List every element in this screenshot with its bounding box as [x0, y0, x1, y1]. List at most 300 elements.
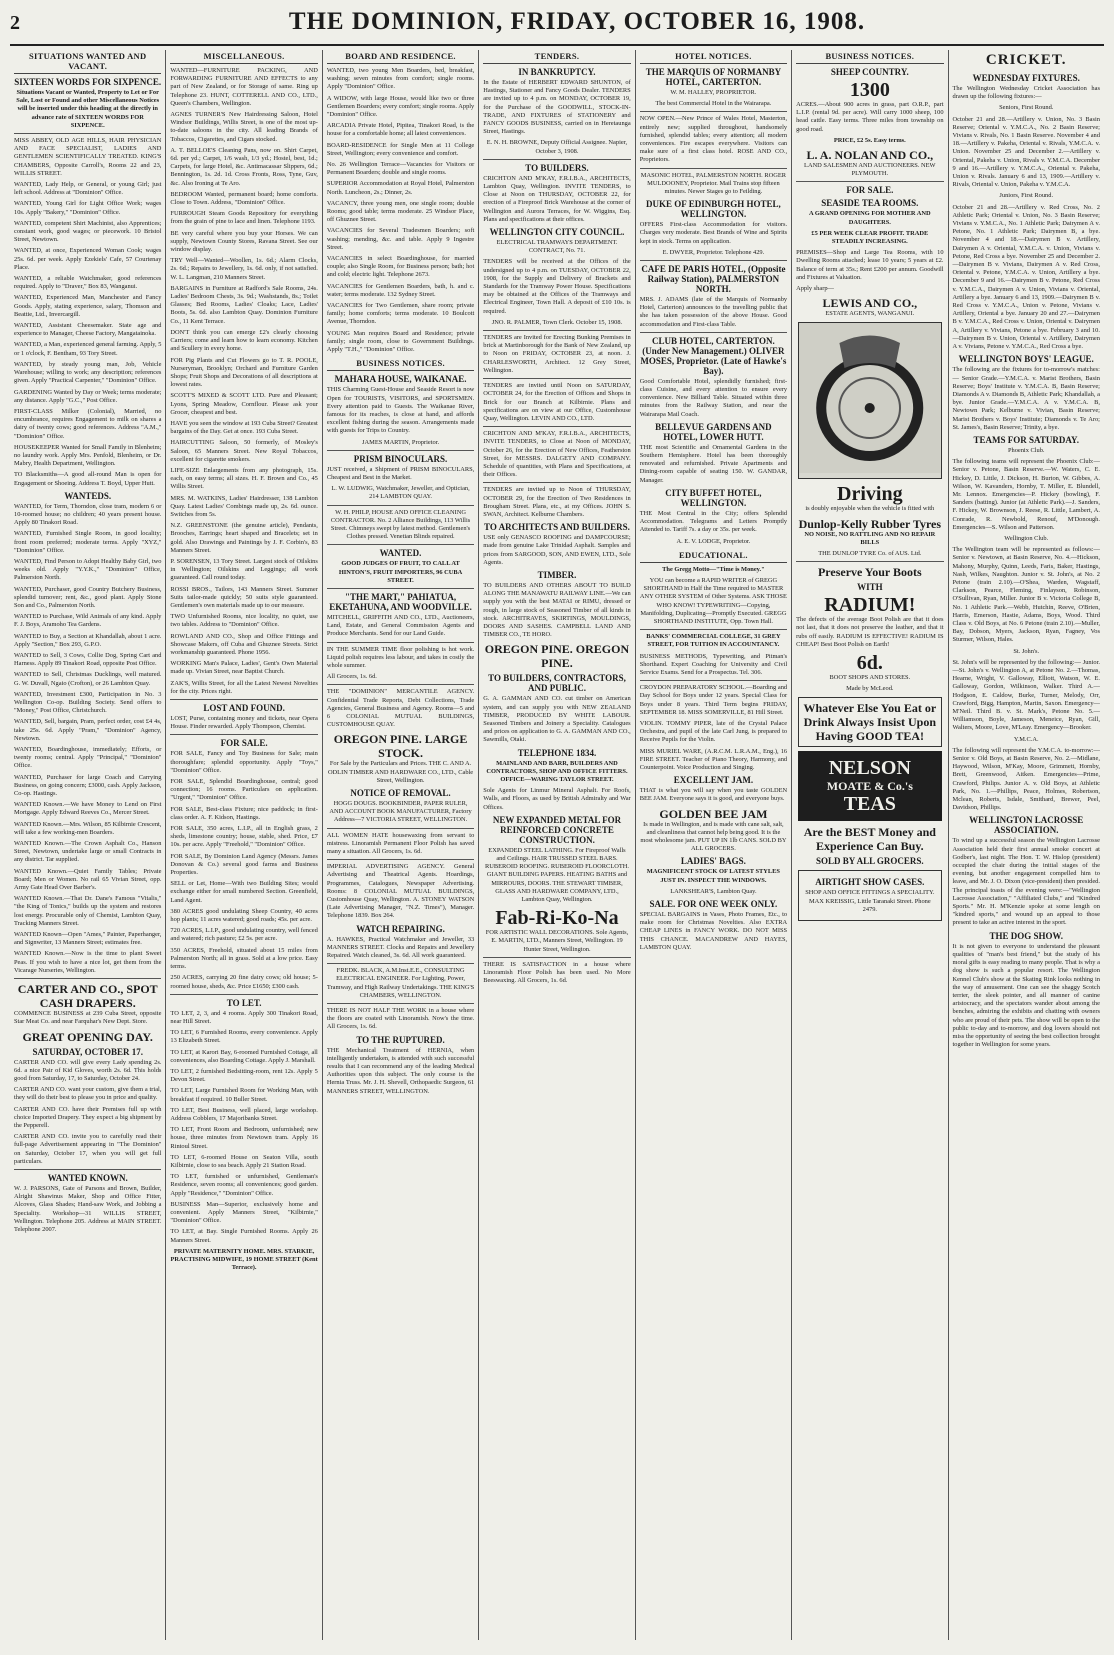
- classified-ad: THE most Scientific and Ornamental Gardens in the Southern Hemisphere. Hotel has been thoroughly renovated and refurnished. Private Apartments and Dining-room capable of seating 150. W. GANDAR, Manager.: [639, 443, 788, 484]
- classified-ad: For Sale by the Particulars and Prices. THE C. AND A. ODLIN TIMBER AND HARDWARE CO., LTD., Cable Street, Wellington.: [327, 760, 474, 784]
- article-paragraph: St. John's will be represented by the following:— Junior.—St. John's v. Wellington A, at Petone No. 2.—Thomas, Hearne, Wright, V. Galloway, Elliott, Watson, W. E. Galloway, Gordon, Wilkinson, Walker. Third A.—Hodgson, E. Caldow, Burke, Turner, Melody, Orr, Crawford, Bigg, Hampton, Martin, Saxon. Emergency—M'Neil. Third B. v. St. Mark's, Petone No. 5.—Williamson, Boyle, Jameson, Meneice, Ryan, Gill, Walters, Moore, Love, M'Leay. Emergency—Brooker.: [952, 658, 1100, 732]
- classified-ad: CRICHTON AND M'KAY, F.R.I.B.A., ARCHITECTS, INVITE TENDERS, to Close at Noon of MONDAY, October 26, for the Erection of New Offices, Featherston Street, for MESSRS. DALGETY AND COMPANY. Schedule of quantities, with Plans and Specifications, at their Offices.: [483, 430, 631, 479]
- classified-ad: The Gregg Motto—"Time is Money.": [662, 565, 765, 573]
- classified-ad: A WIDOW, with large House, would like two or three Gentlemen Boarders; every comfort; single rooms. Apply "Dominion" Office.: [326, 94, 475, 119]
- classified-ad: THERE IS SATISFACTION in a house where Linoramish Floor Polish has been used. No More Beeswaxing. All Grocers, 1s. 6d.: [483, 960, 631, 985]
- display-ad-heading: Driving: [837, 483, 903, 506]
- ad-heading: WITH: [857, 582, 883, 593]
- display-ad-heading: OREGON PINE. OREGON PINE.: [484, 642, 630, 671]
- classified-ad: GARDENING Wanted by Day or Week; terms moderate; any distance. Apply "G.C.," Post Office.: [14, 388, 162, 404]
- section-subheading: FOR SALE.: [220, 738, 268, 749]
- article-subheading: Seniors, First Round.: [999, 104, 1054, 112]
- divider: [327, 450, 474, 451]
- classified-ad: £5 PER WEEK CLEAR PROFIT. TRADE STEADILY INCREASING.: [811, 229, 929, 246]
- divider: [640, 680, 787, 681]
- classified-ad: LIFE-SIZE Enlargements from any photograph, 15s. each, on easy terms; all sizes. H. F. Brown and Co., 45 Willis Street.: [170, 466, 318, 491]
- classified-ad: VACANCIES in select Boardinghouse, for married couple; also Single Room, for Business person; bath; hot and cold; electric light. Telephone 2673.: [326, 255, 475, 279]
- classified-ad: TO LET, at Bay. Single Furnished Rooms. Apply 26 Manners Street.: [170, 1228, 318, 1244]
- ad-list: [170, 67, 317, 696]
- column-heading: HOTEL NOTICES.: [640, 50, 787, 64]
- classified-ad: MRS. M. WATKINS, Ladies' Hairdresser, 138 Lambton Quay. Latest Ladies' Combings made up, 2s. 6d. ounce. Switches from 5s.: [170, 494, 318, 518]
- classified-ad: VIOLIN. TOMMY PIPER, late of the Crystal Palace Orchestra, and pupil of the late Carl Jung, is prepared to Receive Pupils for the Violin.: [639, 719, 788, 744]
- ad-heading: WELLINGTON CITY COUNCIL.: [489, 227, 625, 238]
- classified-ad: 380 ACRES good undulating Sheep Country, 40 acres hop plants; 11 acres watered; good roads; 45s. per acre.: [170, 907, 318, 924]
- classified-ad: TO LET, Front Room and Bedroom, unfurnished; new house, three minutes from Newtown tram. Apply 16 Rintoul Street.: [170, 1126, 318, 1150]
- classified-ad: HOUSEKEEPER Wanted for Small Family in Blenheim; no laundry work. Apply Mrs. Penfold, Blenheim, or Dr. Mabry, Health Department, Wellington.: [14, 443, 162, 468]
- classified-ad: TO LET, 2 furnished Bedsitting-room, rent 12s. Apply 5 Devon Street.: [170, 1067, 318, 1084]
- display-ad-heading: Are the BEST Money and Experience Can Buy.: [803, 825, 936, 854]
- classified-ad: WANTED Known.—We have Money to Lend on First Mortgage. Apply Edward Reeves Co., Mercer Street.: [14, 801, 162, 817]
- divider: [170, 734, 317, 735]
- divider: [327, 684, 474, 685]
- classified-ad: CARTER AND CO. want your custom, give them a trial, they will do their best to please you in price and quality.: [14, 1086, 162, 1102]
- ad-signature: All Grocers, 1s. 6d.: [326, 673, 377, 681]
- classified-ad: Good Comfortable Hotel, splendidly furnished; first-class Cuisine, and every attention to ensure every convenience. New Billiard Table. Situated within three minutes from the Railway Station, and near the Wairarapa Mail Coach.: [639, 377, 788, 418]
- section-title: CRICKET.: [985, 52, 1067, 68]
- classified-ad: ALL WOMEN HATE housewaxing from servant to mistress. Linoramish Permanent Floor Polish has saved many a situation. All Grocers, 1s. 6d.: [326, 831, 475, 856]
- classified-ad: SCOTT'S MIXED & SCOTT LTD. Pure and Pleasant; Lyons, Spring Meadow, Cornflour. Please ask your Grocer, cheapest and best.: [170, 392, 318, 416]
- ad-heading: TO THE RUPTURED.: [356, 1034, 445, 1045]
- classified-ad: EXPANDED STEEL LATHING. For Fireproof Walls and Ceilings. HAIR TRUSSED STEEL BARS. RUBEROID ROOFING. RUBEROID FLOORCLOTH. GIANT BUILDING PAPERS. HEATING BATHS and MIRROURS, DOORS. THE STEWART TIMBER, GLASS AND HARDWARE COMPANY, LTD., Lambton Quay, Wellington.: [484, 846, 629, 904]
- ad-heading: CITY BUFFET HOTEL, WELLINGTON.: [665, 487, 762, 508]
- classified-ad: COMMENCE BUSINESS at 239 Cuba Street, opposite Star Meat Co. and near Farquhar's New Dept. Store.: [14, 1010, 162, 1026]
- classified-ad: IN THE SUMMER TIME floor polishing is hot work. Liquid polish requires less labour, and takes in costly the whole summer.: [326, 645, 475, 669]
- rate-notice: Situations Vacant or Wanted, Property to Let or For Sale, Lost or Found and other Miscellaneous Notices will be inserted under this heading at the directly in advance rate of SIXTEEN WORDS FOR SIXPENCE.: [16, 89, 160, 129]
- column-tenders: [479, 50, 635, 1640]
- ad-heading: PRISM BINOCULARS.: [353, 453, 448, 464]
- classified-ad: FOR SALE, Best-class Fixture; nice paddock; in first-class order. A. F. Kidson, Hastings.: [170, 805, 318, 821]
- divider: [327, 1003, 474, 1004]
- classified-ad: CARTER AND CO. will give every Lady spending 2s. 6d. a nice Pair of Kid Gloves, worth 2s. 6d. This holds good from Saturday, 17, to Saturday, October 24.: [14, 1058, 162, 1082]
- column-hotel-notices: [636, 50, 792, 1640]
- classified-ad: WANTED, Find Person to Adopt Healthy Baby Girl, two weeks old. Apply "Y.Y.K.," "Dominion" Office, Palmerston North.: [14, 557, 162, 582]
- classified-ad: WANTED, Assistant Cheesemaker. State age and experience to Manager, Cheese Factory, Mangatainoka.: [14, 322, 162, 338]
- divider: [796, 181, 943, 182]
- ad-heading: "THE MART," PAHIATUA, EKETAHUNA, AND WOODVILLE.: [329, 591, 472, 612]
- display-ad-heading: TEAS: [843, 793, 896, 816]
- section-subheading: THE DOG SHOW.: [989, 930, 1063, 941]
- classified-ad: ZAK'S, Willis Street, for all the Latest Newest Novelties for the city. Prices right.: [170, 679, 318, 695]
- classified-ad: WANTED Known.—Quiet Family Tables; Private Board; Men or Women. No rail 65 Vivian Street, opp. Army Gate Head Over Barber's.: [14, 867, 162, 892]
- classified-ad: WANTED to Sell, 3 Cows, Collie Dog, Spring Cart and Harness. Apply 89 Tinakori Road, opposite Post Office.: [14, 651, 162, 668]
- classified-ad: BOARD-RESIDENCE for Single Men at 11 College Street, Wellington; every convenience and comfort.: [326, 141, 475, 157]
- classified-ad: CARTER AND CO. invite you to carefully read their full-page Advertisement appearing in "The Dominion" on Saturday, October 17, when you will get full particulars.: [14, 1133, 162, 1165]
- article-paragraph: The following teams will represent the Phoenix Club:— Senior v. Petone, Basin Reserve.—W. Waters, C. E. Hickey, D. Little, J. Dickson, H. Burton, W. Gibbes, A. Wilson, W. Kavanders, Hornby, T. Miller, E. Blundell, Mr. Lennox. Emergencies—P. Hickey (bowling), F. Sanders (batting). Junior (at Athletic Park).—J. Sanders, F. Hickey, W. Brownson, J. Reese, R. Little, Lambert, A. Conrade, R. Newbold, Renouf, M'Donough. Emergencies—S. Wilson and Patterson.: [952, 458, 1100, 531]
- columns: [10, 50, 1104, 1640]
- ad-list: [14, 137, 161, 488]
- classified-ad: YOUNG Man requires Board and Residence; private family; single room, close to Government Buildings. Apply "T.H.," "Dominion" Office.: [326, 329, 475, 354]
- ad-heading: LADIES' BAGS.: [680, 856, 746, 867]
- classified-ad: PRIVATE MATERNITY HOME. MRS. STARKIE, PRACTISING MIDWIFE, 19 HOME STREET (Kent Terrace).: [170, 1247, 318, 1272]
- classified-ad: PREMISES—Shop and Large Tea Rooms, with 10 Dwelling Rooms attached; lease 10 years; 5 years at £2. Balance of term at 35s.; Rent £200 per annum. Goodwill and Fixtures at Valuation.: [796, 249, 944, 281]
- classified-ad: TO LET, Large Furnished Room for Working Man, with breakfast if required. 10 Buller Street.: [170, 1087, 318, 1103]
- article-paragraph: It is not given to everyone to understand the pleasant qualities of "man's best friend," but the study of his moral gifts is easy reading to many people. That is why a dog show is such a popular resort. The Wellington Kennel Club's show at the Skating Rink looks nothing in the way of amusement. One can see the shaggy Scotch terrier, the sleek pointer, and all manner of canine aristocracy, and the spectators wander about among the benches, admiring the exhibits and chatting with owners who are proud of their pets. The show will be open to the public to-day and to-morrow, and dog lovers should not miss the opportunity of seeing the best collection brought together in Wellington for some years.: [952, 942, 1100, 1049]
- display-ad-heading: Whatever Else You Eat or Drink Always Insist Upon Having GOOD TEA!: [803, 701, 937, 744]
- classified-ad: A GRAND OPENING FOR MOTHER AND DAUGHTERS.: [809, 210, 931, 226]
- classified-ad: FOR SALE, By Dominion Land Agency (Messrs. James Donovan & Co.) several good farms and Business Properties.: [170, 852, 318, 877]
- classified-ad: VACANCIES for Two Gentlemen, share room; private family; home comforts; terms moderate. 10 Boulcott Avenue, Thorndon.: [326, 302, 475, 326]
- section-subheading: SATURDAY, OCTOBER 17.: [32, 1046, 143, 1057]
- classified-ad: IMPERIAL ADVERTISING AGENCY. General Advertising and Theatrical Agents. Hoardings, Programmes, Catalogues, Newspaper Advertising. Rooms: 8 COLONIAL MUTUAL BUILDINGS, Customhouse Quay, Wellington. A. STONEY WATSON (Late Advertising Manager, "N.Z. Times"), Manager. Telephone 1839. Box 264.: [326, 863, 475, 920]
- article-subheading: Wellington Club.: [1004, 534, 1049, 542]
- classified-ad: MITCHELL, GRIFFITH AND CO., LTD., Auctioneers, Land, Estate, and General Commission Agents and Produce Merchants. Send for our Land Guide.: [326, 613, 475, 638]
- ad-signature: JNO. R. PALMER, Town Clerk. October 15, 1908.: [491, 318, 623, 326]
- page-number: 2: [10, 12, 20, 34]
- article-paragraph: October 21 and 28.—Artillery v. Union, No. 3 Basin Reserve; Oriental v. Y.M.C.A., No. 2 Basin Reserve; Vivians v. Rivals, No. 1 Basin Reserve. November 4 and 18.—Artillery v. Pakeha, Oriental v. Rivals, Y.M.C.A. v. Union. November 25 and December 2.—Artillery v. Oriental, Pakeha v. Union, Rivals v. Y.M.C.A. December 9 and 16.—Artillery v. Y.M.C.A., Oriental v. Pakeha, Union v. Rivals. January 6 and 13, 1909.—Artillery v. Rivals, Oriental v. Union, Pakeha v. Y.M.C.A.: [952, 115, 1100, 189]
- ad-heading: FOR SALE.: [846, 185, 894, 196]
- classified-ad: WANTED to Sell, Christmas Ducklings, well matured. G. W. Duvall, Ngaio (Crofton), or 26 Lambton Quay.: [14, 671, 162, 687]
- display-ad-heading: GOLDEN BEE JAM: [659, 806, 768, 821]
- display-ad-heading: CARTER AND CO., SPOT CASH DRAPERS.: [17, 982, 158, 1011]
- ad-signature: JAMES MARTIN, Proprietor.: [362, 438, 440, 446]
- acreage-figure: 1300: [849, 79, 890, 101]
- ad-heading: TO BUILDERS.: [525, 162, 589, 173]
- section-heading: EDUCATIONAL.: [640, 549, 787, 563]
- divider: [483, 330, 630, 331]
- classified-ad: The best Commercial Hotel in the Wairarapa.: [655, 100, 772, 108]
- classified-ad: WANTED to Buy, a Section at Khandallah, about 1 acre. Apply "Section," Box 293, G.P.O.: [14, 632, 162, 648]
- classified-ad: HAVE you seen the window at 193 Cuba Street? Greatest bargains of the Day. Get at once. 193 Cuba Street.: [170, 419, 318, 436]
- classified-ad: JUST received, a Shipment of PRISM BINOCULARS, Cheapest and Best in the Market.: [326, 465, 475, 481]
- classified-ad: MAGNIFICENT STOCK OF LATEST STYLES JUST IN. INSPECT THE WINDOWS.: [646, 868, 780, 884]
- classified-ad: WANTED, a Man, experienced general farming. Apply, 5 or 1 o'clock, F. Bentham, 93 Tory Street.: [14, 341, 162, 357]
- divider: [14, 1169, 161, 1170]
- classified-ad: TO LET, Best Business, well placed, large workshop. Address Cobblers, 17 Majoribanks Street.: [170, 1106, 318, 1122]
- ad-heading: DUKE OF EDINBURGH HOTEL, WELLINGTON.: [646, 199, 781, 220]
- classified-ad: BE very careful where you buy your Horses. We can supply, Newtown County Stores, Ravana Street. See our window display.: [170, 229, 318, 254]
- article-subheading: Phoenix Club.: [1007, 446, 1045, 454]
- ad-signature: A. E. V. LODGE, Proprietor.: [676, 537, 751, 545]
- classified-ad: LOST, Purse, containing money and tickets, near Opera House. Finder rewarded. Apply Thompson, Chemist.: [170, 715, 318, 731]
- page-title: THE DOMINION, FRIDAY, OCTOBER 16, 1908.: [288, 8, 866, 35]
- classified-ad: TRY Well—Wanted—Woollen, 1s. 6d.; Alarm Clocks, 2s. 6d.; Repairs to Jewellery, 1s. 6d. only, if not satisfied. W. L. Langman, 210 Manners Street.: [170, 257, 318, 281]
- classified-ad: Sole Agents for Linmur Mineral Asphalt. For Roofs, Walls, and Floors, as used by British Admiralty and War Offices.: [483, 787, 631, 811]
- section-subheading: WANTED KNOWN.: [47, 1172, 128, 1183]
- classified-ad: The defects of the average Boot Polish are that it does not last, that it does not preserve the leather, and that it rubs off easily. RADIUM IS EFFECTIVE! RADIUM IS CHEAP! Best Boot Polish on Earth!: [796, 616, 944, 648]
- section-heading: BUSINESS NOTICES.: [327, 357, 474, 371]
- price-line: PRICE, £2 5s. Easy terms.: [833, 136, 906, 144]
- classified-ad: TENDERS are invited up to Noon of THURSDAY, OCTOBER 29, for the Erection of Two Residences in Brougham Street. Plans, etc., at my Offices. JOHN S. SWAN, Architect. Kelburne Chambers.: [483, 486, 631, 518]
- classified-ad: ESTATE AGENTS, WANGANUI.: [825, 310, 915, 318]
- ad-heading: NOTICE OF REMOVAL.: [350, 788, 451, 798]
- classified-ad: VACANCIES for Several Tradesmen Boarders; soft washing; mending, &c. and table. Apply 9 Ingestre Street.: [326, 227, 475, 251]
- classified-ad: MAINLAND AND BARR, BUILDERS AND CONTRACTORS, SHOP AND OFFICE FITTERS. OFFICE—WARING TAYLOR STREET.: [486, 759, 628, 783]
- classified-ad: TENDERS will be received at the Offices of the undersigned up to 4 p.m. on TUESDAY, OCTOBER 22, 1908, for the Supply and Delivery of Brackets and Standards for the Tramway Power House. Specifications may be obtained at the Offices of the Tramways and Electrical Engineer, Town Hall. A deposit of £10 10s. is required.: [483, 258, 631, 315]
- classified-ad: MRS. J. ADAMS (late of the Marquis of Normanby Hotel, Carterton) announces to the travelling public that she has taken possession of the above House. Good accommodation and First-class Table.: [639, 296, 788, 328]
- classified-ad: WANTED Known.—Now is the time to plant Sweet Peas. If you wish to have a nice lot, get them from the Vicarage Nurseries, Wellington.: [14, 950, 162, 974]
- classified-ad: WANTED, by steady young man, Job, Vehicle Warehouse; willing to work; any description; references given. Apply "Practical Carpenter," "Dominion" Office.: [14, 360, 162, 385]
- classified-ad: TO LET, 2, 3, and 4 rooms. Apply 300 Tinakori Road, near Hill Street.: [170, 1009, 318, 1025]
- article-paragraph: The Wellington Wednesday Cricket Association has drawn up the following fixtures:—: [952, 85, 1100, 101]
- classified-ad: THAT is what you will say when you taste GOLDEN BEE JAM. Everyone says it is good, and everyone buys.: [639, 787, 788, 803]
- section-subheading: WELLINGTON LACROSSE ASSOCIATION.: [969, 815, 1084, 836]
- classified-ad: No. 26 Wellington Terrace—Vacancies for Visitors or Permanent Boarders; double and single rooms.: [326, 161, 475, 177]
- ad-heading: IN BANKRUPTCY.: [518, 67, 596, 77]
- ad-heading: CAFE DE PARIS HOTEL, (Opposite Railway Station), PALMERSTON NORTH.: [641, 264, 786, 295]
- classified-ad: A. HAWKES, Practical Watchmaker and Jeweller, 33 MANNERS STREET. Clocks and Repairs and Jewellery Repaired. Watch cleaned, 3s. 6d. All work guaranteed.: [326, 935, 475, 960]
- classified-ad: BEDROOM Wanted, permanent board; home comforts. Close to Town. Address, "Dominion" Office.: [170, 190, 318, 207]
- classified-ad: FOR SALE, 350 acres, L.I.P., all in English grass, 2 sheds, limestone country; house, stable, shed. Price, £7 10s. per acre. Apply "Freehold," "Dominion" Office.: [170, 825, 318, 849]
- tyre-illustration: [799, 323, 940, 473]
- divider: [14, 133, 161, 134]
- display-ad-heading: GREAT OPENING DAY.: [22, 1029, 153, 1044]
- tea-ad-box: [798, 697, 941, 747]
- classified-ad: WANTED Known.—That Dr. Dane's Famous "Vitalis," "the King of Tonics," builds up the system and restores lost energy. Procurable only of Chemist, Lambton Quay, Tracking Manners Street.: [14, 895, 162, 927]
- classified-ad: TO LET, furnished or unfurnished, Gentleman's Residence, seven rooms; all conveniences; good garden. Apply "Residence," "Dominion" Office.: [170, 1173, 318, 1197]
- column-situations: [10, 50, 166, 1640]
- classified-ad: is doubly enjoyable when the vehicle is fitted with: [805, 505, 935, 513]
- classified-ad: CARTER AND CO. have their Premises full up with choice Imported Drapery. They expect a big shipment by the Pepperell.: [14, 1105, 162, 1129]
- ad-heading: AIRTIGHT SHOW CASES.: [815, 877, 925, 888]
- column-heading: TENDERS.: [483, 50, 630, 64]
- column-miscellaneous: [166, 50, 322, 1640]
- divider: [796, 561, 943, 562]
- classified-ad: G. A. GAMMAN AND CO. cut timber on American system, and can supply you with NEW ZEALAND TIMBER, PRODUCED BY WHITE LABOUR. Seasoned Timbers and Joinery a Speciality. Catalogues and prices on application to G. A. GAMMAN AND CO., Sawmills, Otaki.: [483, 695, 631, 744]
- divider: [327, 828, 474, 829]
- divider: [327, 505, 474, 506]
- classified-ad: TENDERS are invited until Noon on SATURDAY, OCTOBER 24, for the Erection of Offices and Shops in Brick for our Branch at Kilbirnie. Plans and specifications are on view at our Office, Customhouse Quay, Wellington. LEVIN AND CO., LTD.: [483, 382, 631, 422]
- divider: [327, 588, 474, 589]
- classified-ad: WANTED to Purchase, Wild Animals of any kind. Apply F. J. Boys, Aramoho Tea Gardens.: [14, 613, 162, 629]
- classified-ad: YOU can become a RAPID WRITER of GREGG SHORTHAND in Half the Time required to MASTER ANY OTHER SYSTEM of Other Systems. ASK THOSE WHO KNOW! TYPEWRITING—Copying, Manifolding, Duplicating—Promptly Executed. GREGG SHORTHAND INSTITUTE, Opp. Town Hall.: [639, 576, 787, 625]
- article-paragraph: The following will represent the Y.M.C.A. to-morrow:— Senior v. Old Boys, at Basin Reserve, No. 2.—Midlane, Haywood, Wilson, M'Kay, Moore, Grimmett, Hornby, Brett, Greenwood, Aitken. Emergencies—Prime, Crawford, Philips. Junior A. v. Old Boys, at Athletic Park, No. 1.—Phillips, Peace, Holmes, Robertson, Mclean, Roberts, Isdale, Smithard, Brewer, Peel, Davidson, Phillips.: [952, 746, 1100, 812]
- divider: [483, 426, 630, 427]
- price-tag: 6d.: [856, 652, 883, 675]
- classified-ad: HAIRCUTTING Saloon, 50 formerly, of Mosley's Saloon, 65 Manners Street. New Royal Tobaccos, excellent for cigarette smokers.: [170, 439, 318, 463]
- classified-ad: VACANCIES for Gentlemen Boarders, bath, h. and c. water; terms moderate. 132 Sydney Street.: [326, 282, 475, 298]
- divider: [170, 994, 317, 995]
- classified-ad: N.Z. GREENSTONE (the genuine article), Pendants, Brooches, Earrings; heart shaped and Bracelets; set in gold. Also Drawings and Paintings by J. F. Corbin's, 83 Manners Street.: [170, 522, 318, 554]
- divider: [640, 168, 787, 169]
- ad-heading: TELEPHONE 1834.: [517, 747, 597, 758]
- divider: [640, 332, 787, 333]
- classified-ad: W. J. PARSONS, Gate of Parsons and Brown, Builder, Alright Shawinus Maker, Shop and Office Fitter, Alcoves, Glass Shades; Hand-saw Work, and Jobbing a Speciality. Workshop—31 WILLIS STREET, Wellington. Telephone 205. Address at MAIN STREET. Telephone 2007.: [14, 1184, 162, 1233]
- classified-ad: LANKSHEAR'S, Lambton Quay.: [670, 887, 757, 895]
- classified-ad: NO NOISE, NO RATTLING AND NO REPAIR BILLS: [804, 530, 936, 546]
- classified-ad: WANTED, Furnished Single Room, in good locality; front room preferred; moderate terms. Apply "XYZ," "Dominion" Office.: [14, 530, 162, 554]
- nelson-logo: NELSON: [828, 757, 911, 780]
- classified-ad: BANKS' COMMERCIAL COLLEGE, 31 GREY STREET, FOR TUITION IN ACCOUNTANCY.: [646, 633, 781, 649]
- display-ad-heading: MOATE & Co.'s: [826, 779, 913, 794]
- classified-ad: SHOP AND OFFICE FITTINGS A SPECIALITY. MAX KREISSIG, Little Taranaki Street. Phone 2479.: [805, 889, 935, 913]
- display-ad-heading: L. A. NOLAN AND CO.,: [806, 148, 934, 163]
- classified-ad: HOGG DOUGS. BOOKBINDER, PAPER RULER, AND ACCOUNT BOOK MANUFACTURER, Factory Address—7 VICTORIA STREET, WELLINGTON.: [329, 800, 472, 824]
- divider: [483, 957, 630, 958]
- article-subheading: Juniors, First Round.: [999, 192, 1054, 200]
- classified-ad: THE "DOMINION" MERCANTILE AGENCY. Confidential Trade Reports, Debt Collections, Trade Agencies, General Business and Agency. Rooms—5 and 6 COLONIAL MUTUAL BUILDINGS, CUSTOMHOUSE QUAY.: [326, 688, 475, 729]
- ad-heading: EXCELLENT JAM.: [673, 775, 754, 786]
- section-subheading: SIXTEEN WORDS FOR SIXPENCE.: [14, 77, 162, 87]
- classified-ad: WANTED, Young Girl for Light Office Work; wages 10s. Apply "Bakery," "Dominion" Office.: [14, 200, 162, 216]
- classified-ad: WANTED Known.—The Crown Asphalt Co., Hanson Street, Newtown, undertake large or small Contracts in any district. Tar supplied.: [14, 840, 162, 864]
- classified-ad: ROSSI BROS., Tailors, 143 Manners Street. Summer Suits tailor-made quickly; 50 suits style guaranteed. Gentlemen's own materials made up to our measure.: [170, 585, 318, 609]
- classified-ad: WANTED, competent Shirt Machinist, also Apprentices; constant work, good wages; or piecework. 10 Bristol Street, Newtown.: [14, 219, 162, 244]
- divider: [640, 260, 787, 261]
- classified-ad: WANTED, Purchaser for large Coach and Carrying Business, on going concern; £3000, cash. Apply Jackson, Co-op. Hastings.: [14, 773, 162, 798]
- classified-ad: MISS ABBEY, OLD AGE HILLS, HAIR PHYSICIAN AND FACE SPECIALIST, LADIES AND GENTLEMEN SCIENTIFICALLY TREATED. KING'S CHAMBERS, Opposite Carroll's, Rooms 22 and 23, WILLIS STREET.: [14, 137, 162, 177]
- classified-ad: WORKING Man's Palace, Ladies', Gent's Own Material made up. Vivian Street, near Baptist Church.: [170, 660, 318, 676]
- classified-ad: ROWLAND AND CO., Shop and Office Fittings and Showcase Makers, off Cuba and Ghuznee Streets. Strict workmanship guaranteed. Phone 1956.: [170, 632, 318, 656]
- classified-ad: WANTED, two young Men Boarders, bed, breakfast, washing; seven minutes from comfort; single rooms. Apply "Dominion" Office.: [326, 67, 475, 91]
- classified-ad: TO LET, 6 Furnished Rooms, every convenience. Apply 13 Elizabeth Street.: [170, 1029, 318, 1045]
- classified-ad: 350 ACRES, Freehold, situated about 15 miles from Palmerston North; all in grass. Sold at a low price. Easy terms.: [170, 946, 318, 971]
- classified-ad: BOOT SHOPS AND STORES.: [829, 674, 911, 682]
- classified-ad: FIRST-CLASS Milker (Colonial), Married, no encumbrance, requires Engagement to milk on shares a dairy of twenty cows; good references. Address "A.M.," "Dominion" Office.: [14, 407, 162, 440]
- classified-ad: P. SORENSEN, 13 Tory Street. Largest stock of Oilskins in Wellington; Oilskins and Leggings; all work guaranteed. Call round today.: [170, 557, 318, 582]
- classified-ad: WANTED, at once, Experienced Woman Cook; wages 25s. 6d. per week. Apply Ezekiels' Cafe, 57 Courtenay Place.: [14, 247, 162, 271]
- classified-ad: AGNES TURNER'S New Hairdressing Saloon, Hotel Windsor Buildings, Willis Street, is one of the most up-to-date saloons in the city. All leading Brands of Tobaccos, Cigarettes, and Cigars stocked.: [170, 111, 318, 143]
- ad-signature: E. DWYER, Proprietor. Telephone 429.: [662, 248, 765, 256]
- ad-heading: BELLEVUE GARDENS AND HOTEL, LOWER HUTT.: [655, 421, 772, 442]
- classified-ad: CROYDON PREPARATORY SCHOOL.—Boarding and Day School for Boys under 12 years. Special Class for Boys under 8 years. Third Term begins FRIDAY, SEPTEMBER 18. MISS SOMERVILLE, 81 Hill Street.: [639, 684, 788, 716]
- display-ad-heading: Dunlop-Kelly Rubber Tyres: [798, 516, 942, 531]
- classified-ad: WANTED, for Term, Thorndon, close tram, modern 6 or 10-roomed house; no children; 40 years present house. Apply 80 Tinakori Road.: [14, 502, 162, 527]
- classified-ad: THIS Charming Guest-House and Seaside Resort is now Open for TOURISTS, VISITORS, and SPORTSMEN. Every attention paid to Guests. The Waikanae River, famous for its reaches, is close at hand, and affords excellent fishing during the season. Arrangements made with guests for Trips to Country.: [326, 386, 475, 435]
- ad-list: [327, 67, 474, 354]
- section-subheading: LOST AND FOUND.: [203, 703, 285, 714]
- fabrikona-logo: Fab-Ri-Ko-Na: [495, 907, 619, 930]
- classified-ad: WANTED Known—Open "Ames," Painter, Paperhanger, and Signwriter, 13 Manners Street; estimates free.: [14, 931, 162, 947]
- classified-ad: BUSINESS METHODS, Typewriting, and Pitman's Shorthand. Expert Coaching for University and Civil Service Exams. Send for a Prospectus. Tel. 306.: [639, 652, 788, 676]
- ad-heading: WATCH REPAIRING.: [356, 923, 445, 934]
- classified-ad: WANTED, Experienced Man, Manchester and Fancy Goods. Apply, stating experience, salary, Thomson and Beattie, Ltd., Invercargill.: [14, 294, 162, 318]
- classified-ad: DON'T think you can emerge £2's clearly choosing Carriers; come and learn how to learn economy. Kitchen and Scullery in every home.: [170, 328, 318, 353]
- classified-ad: TO LET, at Karori Bay, 6-roomed Furnished Cottage, all conveniences, also Boarding Cottage. Apply J. Marshall.: [170, 1048, 318, 1064]
- classified-ad: FOR Pig Plants and Cut Flowers go to T. R. POOLE, Nurseryman, Brooklyn; Orchard and Furniture Garden Shops; Fruit Shops and Decorations of all descriptions at lowest rates.: [170, 356, 318, 389]
- ad-heading: SEASIDE TEA ROOMS.: [821, 198, 919, 209]
- divider: [483, 159, 630, 160]
- classified-ad: LAND SALESMEN AND AUCTIONEERS. NEW PLYMOUTH.: [804, 162, 936, 178]
- article-subheading: Y.M.C.A.: [1013, 735, 1039, 743]
- classified-ad: Apply sharp—: [796, 285, 834, 293]
- classified-ad: WANTED, Sell, bargain, Pram, perfect order, cost £4 4s, take 25s. 6d. Apply "Pram," "Dominion" Agency, Newtown.: [14, 718, 162, 742]
- article-paragraph: October 21 and 28.—Artillery v. Red Cross, No. 2 Athletic Park; Oriental v. Union, No. 3 Basin Reserve; Vivians v. Y.M.C.A., No. 1 Athletic Park; Dairymen A v. Petone, No. 1 Athletic Park; Dairymen B, a bye. November 4 and 18.—Dairymen B v. Artillery, Dairymen A v. Oriental, Y.M.C.A. v. Union, Vivians v. Petone, Red Cross a bye. November 25 and December 2.—Dairymen B v. Vivians, Dairymen A v. Red Cross, Oriental v. Petone, Y.M.C.A. v. Union, Artillery a bye. December 9 and 16.—Dairymen B v. Petone, Red Cross v. Y.M.C.A., Dairymen A v. Union, Vivians v. Oriental, Artillery a bye. January 6 and 13, 1909.—Dairymen B v. Red Cross v. Y.M.C.A., Union v. Petone, Vivians v. Artillery, Oriental a bye. January 20 and 27.—Dairymen B v. Y.M.C.A., Red Cross v. Union, Oriental v. Dairymen A, Artillery v. Vivians, Petone a bye. February 3 and 10.—Dairymen B v. Union, Oriental v. Artillery, Dairymen A v. Vivians, Petone v. Y.M.C.A., Red Cross a bye.: [952, 203, 1100, 351]
- classified-ad: THE Most Central in the City; offers Splendid Accommodation. Telegrams and Letters Promptly Attended to. Tariff 7s. a day or 35s. per week.: [639, 509, 788, 534]
- section-subheading: TEAMS FOR SATURDAY.: [973, 434, 1079, 445]
- ad-heading: SHEEP COUNTRY.: [830, 67, 909, 77]
- classified-ad: WANTED—FURNITURE PACKING, AND FORWARDING FURNITURE AND EFFECTS to any part of New Zealand, or for Storage of same. Ring up Telephone 23. HUNT, COTTERELL AND CO., LTD., Queen's Chambers, Wellington.: [170, 67, 318, 107]
- ad-list: [170, 1010, 317, 1245]
- classified-ad: SELL or Let, Home—With two Building Sites; would exchange either for small numbered Section. Greenfield, Land Agent.: [170, 880, 318, 904]
- classified-ad: VACANCY, three young men, one single room; double Rooms; good table; terms moderate. 25 Windsor Place, off Ghuznee Street.: [326, 199, 475, 224]
- classified-ad: FOR ARTISTIC WALL DECORATIONS. Sole Agents, E. MARTIN, LTD., Manners Street, Wellington. 19 Hunter Street, Wellington.: [485, 929, 629, 953]
- classified-ad: In the Estate of HERBERT EDWARD SHUNTON, of Hastings, Stationer and Fancy Goods Dealer. TENDERS are invited up to 4 p.m. on MONDAY, OCTOBER 19, for the Purchase of the GOODWILL, STOCK-IN-TRADE, AND FIXTURES of STATIONERY and FANCY GOODS BUSINESS, carried on in Heretaunga Street, Hastings.: [483, 79, 631, 136]
- ad-heading: TIMBER.: [537, 569, 577, 580]
- classified-ad: CRICHTON AND M'KAY, F.R.I.B.A., ARCHITECTS, Lambton Quay, Wellington. INVITE TENDERS, to Close at Noon on THURSDAY, OCTOBER 22, for erection of a Fireproof Brick Warehouse at the corner of Wellington and Aurora Terraces, for W. Wiggins, Esq. Plans and specifications at their offices.: [483, 174, 631, 223]
- classified-ad: WANTED, Purchaser, good Country Butchery Business, splendid turnover; rent, &c., good plant. Apply Stone Son and Co., Palmerston North.: [14, 585, 162, 609]
- classified-ad: WANTED, Lady Help, or General, or young Girl; just left school. Address at "Dominion" Office.: [14, 181, 162, 197]
- ad-heading: MAHARA HOUSE, WAIKANAE.: [334, 374, 467, 385]
- column-heading: MISCELLANEOUS.: [170, 50, 317, 64]
- article-subheading: St. John's.: [1013, 647, 1040, 655]
- divider: [640, 111, 787, 112]
- article-paragraph: The following are the fixtures for to-morrow's matches:— Senior Grade.—Y.M.C.A. v. Marist Brothers, Basin Reserve; Boys' Institute v. Y.M.C.A. B, Basin Reserve; Diamonds A v. Diamonds B, Athletic Park; Khandallah, a bye. Junior Grade.—Y.M.C.A. A v. Y.M.C.A. B, Newtown Park; Kelburne v. Vivian, Basin Reserve; Marist Brothers v. Boys' Institute; Diamonds v. Te Aro; St. James's, Basin Reserve; Trinity, a bye.: [952, 366, 1100, 431]
- divider: [483, 482, 630, 483]
- classified-ad: 720 ACRES, L.I.P., good undulating country, well fenced and watered; rich pasture; £2 5s. per acre.: [170, 927, 318, 943]
- classified-ad: THE Mechanical Treatment of HERNIA, when intelligently undertaken, is attended with such successful results that I can recommend any of the leading Medical Authorities upon this subject. The only course is the Hernia Truss. Mr. J. H. Shevell, Orthopaedic Surgeon, 61 MANNERS STREET, WELLINGTON.: [326, 1046, 475, 1095]
- airtight-ad-box: [798, 870, 941, 921]
- classified-ad: WANTED, a reliable Watchmaker, good references required. Apply to "Draver," Box 83, Wanganui.: [14, 275, 162, 291]
- classified-ad: ARCADIA Private Hotel, Pipitea, Tinakori Road, is the house for a comfortable home; all latest conveniences.: [326, 122, 475, 138]
- classified-ad: MISS MURIEL WARE, (A.R.C.M. L.R.A.M., Eng.), 16 FIRE STREET. Teacher of Piano Theory, Harmony, and Counterpoint. Voice Production and Singing.: [639, 747, 788, 771]
- classified-ad: NOW OPEN.—New Prince of Wales Hotel, Masterton, entirely new; supplied throughout, handsomely furnished, splendid tables; every attention; all modern conveniences. Fire escapes everywhere. Visitors can make sure of a first class hotel. ROSE AND CO., Proprietors.: [639, 115, 788, 164]
- ad-subheading: ELECTRICAL TRAMWAYS DEPARTMENT. CONTRACT, No. 71.: [496, 239, 618, 255]
- classified-ad: TWO Unfurnished Rooms, nice locality, no quiet, use two tables. Address to "Dominion" Office.: [170, 613, 318, 629]
- classified-ad: WANTED, Investment £300, Participation in No. 3 Wellington Co-op. Building Society. Send offers to "Money," Post Office, Christchurch.: [14, 690, 162, 715]
- divider: [327, 544, 474, 545]
- classified-ad: FREDK. BLACK, A.M.Inst.E.E., CONSULTING ELECTRICAL ENGINEER. For Lighting, Power, Tramway, and High Railway Undertakings. THE KING'S CHAMBERS, WELLINGTON.: [326, 967, 475, 999]
- classified-ad: THE DUNLOP TYRE Co. of AUS. Ltd.: [818, 550, 922, 558]
- article-paragraph: To wind up a successful season the Wellington Lacrosse Association held their first annual smoke concert at Godber's, last night. The Hon. T. W. Hislop (president) occupied the chair during the initial stages of the evening, but another engagement compelled him to leave, and Mr. J. O. Dixon (vice-president) then presided. The principal toasts of the evening were:—"Wellington Lacrosse Association," "Affiliated Clubs," and "Kindred Sports." Mr. H. M'Kenzie spoke at some length on "kindred sports," and wound up an appeal to those present to take an active interest in the sport.: [952, 837, 1100, 927]
- section-subheading: WEDNESDAY FIXTURES.: [972, 73, 1080, 83]
- ad-list: [14, 503, 161, 975]
- divider: [170, 699, 317, 700]
- classified-ad: BUSINESS Man—Superior, exclusively home and convenient. Apply Manners Street, "Kilbirnie," "Dominion" Office.: [170, 1200, 318, 1225]
- classified-ad: ACRES.—About 900 acres in grass, part O.R.P., part L.I.P. (rental 9d. per acre). Will carry 1000 sheep, 100 head cattle. Easy terms. Three miles from township on good road.: [796, 101, 944, 133]
- divider: [327, 642, 474, 643]
- classified-ad: SPECIAL BARGAINS in Vases, Photo Frames, Etc., to make room for Christmas Novelties. Also EXTRA CHEAP LINES in FANCY WORK. DO NOT MISS THIS CHANCE. MACANDREW AND HAYES, LAMBTON QUAY.: [639, 911, 788, 951]
- ad-heading: NEW EXPANDED METAL FOR REINFORCED CONCRETE CONSTRUCTION.: [492, 814, 622, 845]
- classified-ad: W. H. PHILP, HOUSE AND OFFICE CLEANING CONTRACTOR. No. 2 Alliance Buildings, 113 Willis Street. Chimneys swept by latest method. Gentlemen's Clothes pressed. Venetian Blinds repaired.: [330, 508, 471, 541]
- section-subheading: TO LET.: [226, 997, 262, 1008]
- classified-ad: BARGAINS in Furniture at Radford's Sale Rooms, 24s. Ladies' Bedroom Chests, 3s. 9d.; Washstands, 8s.; Toilet Glasses; Bed Rooms, Ladies' Cloaks; Lace, Ladies' Boots, 5s. 6d. also Lambton Quay. Dominion Furniture Co., 11 Kent Terrace.: [170, 284, 318, 325]
- ad-heading: CLUB HOTEL, CARTERTON. (Under New Management.) OLIVER MOSES, Proprietor. (Late of Hawke's Bay).: [640, 335, 787, 376]
- column-business-notices: [792, 50, 948, 1640]
- divider: [327, 859, 474, 860]
- column-heading: SITUATIONS WANTED AND VACANT.: [14, 50, 161, 74]
- nelson-tea-ad: [798, 751, 941, 821]
- classified-ad: MASONIC HOTEL, PALMERSTON NORTH. ROGER MULDOONEY, Proprietor. Mail Trains stop fifteen minutes. Newer Stages go to Feilding.: [640, 171, 786, 196]
- ad-heading: TO BUILDERS, CONTRACTORS, AND PUBLIC.: [488, 673, 626, 694]
- classified-ad: USE only GENASCO ROOFING and DAMPCOURSE; made from genuine Lake Trinidad Asphalt. Samples and prices from SARGOOD, SON, AND EWEN, LTD., Sole Agents.: [483, 534, 631, 566]
- ad-signature: E. N. H. BROWNE, Deputy Official Assignee. Napier, October 3, 1908.: [486, 139, 628, 155]
- classified-ad: Made by McLeod.: [846, 685, 894, 693]
- section-subheading: WELLINGTON BOYS' LEAGUE.: [958, 354, 1094, 365]
- classified-ad: Is made in Wellington, and is made with cane salt, salt, and cleanliness that cannot help being good. It is the most wholesome jam. PUT UP IN 1lb CANS. SOLD BY ALL GROCERS.: [640, 820, 787, 853]
- display-ad-heading: OREGON PINE. LARGE STOCK.: [333, 732, 468, 761]
- divider: [14, 978, 161, 979]
- classified-ad: TO LET, 6-roomed House on Seaton Villa, south Kilbirnie, close to sea beach. Apply 21 Station Road.: [170, 1153, 318, 1169]
- classified-ad: THERE IS NOT HALF THE WORK in a house where the floors are coated with Linoramish. Now's the time. All Grocers, 1s. 6d.: [326, 1007, 475, 1031]
- column-heading: BOARD AND RESIDENCE.: [327, 50, 474, 64]
- column-board-residence: [323, 50, 479, 1640]
- classified-ad: FOR SALE, Fancy and Toy Business for Sale; main thoroughfare; splendid opportunity. Apply "Toys," "Dominion" Office.: [170, 750, 318, 774]
- classified-ad: TO BUILDERS AND OTHERS ABOUT TO BUILD ALONG THE MANAWATU RAILWAY LINE.—We can supply you with the best MATAI or RIMU, dressed or rough, in large stock of Seasoned Timber of all kinds in stock. ARCHITRAVES, SKIRTINGS, MOULDINGS, DOORS AND SASHES. CAMPBELL LAND AND TIMBER CO., TE HORO.: [483, 581, 631, 639]
- ad-list: [170, 750, 317, 990]
- masthead: [10, 8, 1104, 46]
- ad-heading: SALE. FOR ONE WEEK ONLY.: [649, 899, 778, 909]
- classified-ad: TENDERS are Invited for Erecting Bunking Premises in brick at Martinborough for the Bank of New Zealand, up to Noon on FRIDAY, OCTOBER 23, at noon. J. CHARLESWORTH, Architect. 12 Grey Street, Wellington.: [483, 334, 631, 374]
- classified-ad: WANTED, Boardinghouse, immediately; Efforts, or twenty rooms; central. Apply "Principal," "Dominion" Office.: [14, 746, 162, 770]
- ad-heading: WANTED.: [379, 548, 422, 559]
- classified-ad: FOR SALE, Splendid Boardinghouse, central; good connection; 16 rooms. Particulars on application. "Urgent," "Dominion" Office.: [170, 778, 318, 802]
- column-cricket: [949, 50, 1104, 1640]
- ad-signature: L. W. LUDWIG, Watchmaker, Jeweller, and Optician, 214 LAMBTON QUAY.: [331, 485, 470, 501]
- ad-heading: TO ARCHITECTS AND BUILDERS.: [484, 522, 630, 533]
- ad-signature: W. M. HALLEY, PROPRIETOR.: [670, 89, 757, 96]
- classified-ad: WANTED Known.—Mrs. Wilson, 85 Kilbirnie Crescent, will take a few working-men Boarders.: [14, 820, 162, 836]
- divider: [640, 629, 787, 630]
- display-ad-heading: Preserve Your Boots: [817, 565, 922, 580]
- classified-ad: A. T. BELLOE'S Cleaning Pans, now on. Shirt Carpet, 6d. per yd.; Carpet, 1/6 wash, 1/3 yd.; Hostel, best, 1d.; Carpets, for large Hotel, &c. Antimacassar Slippers, 6d.; Bennington, 1s. 2d. 1d. Cross Fronts, Ross, Tyne, Guv, &c. Also Ironing at Te Aro.: [170, 146, 318, 187]
- ad-heading: THE MARQUIS OF NORMANBY HOTEL, CARTERTON.: [645, 67, 782, 87]
- display-ad-heading: LEWIS AND CO.,: [822, 296, 918, 311]
- classified-ad: FURROUGH Steam Goods Repository for everything from the grain of pine to lace and linen. Telephone 1193.: [170, 210, 318, 226]
- classified-ad: OFFERS First-class Accommodation for visitors. Charges very moderate. Best Brands of Wine and Spirits kept in stock. Terms on application.: [639, 221, 788, 245]
- classified-ad: 250 ACRES, carrying 20 fine dairy cows; old house; 5-roomed house, sheds, &c. Price £1650; £300 cash.: [170, 974, 318, 990]
- divider: [483, 378, 630, 379]
- dunlop-illustration: [798, 322, 941, 479]
